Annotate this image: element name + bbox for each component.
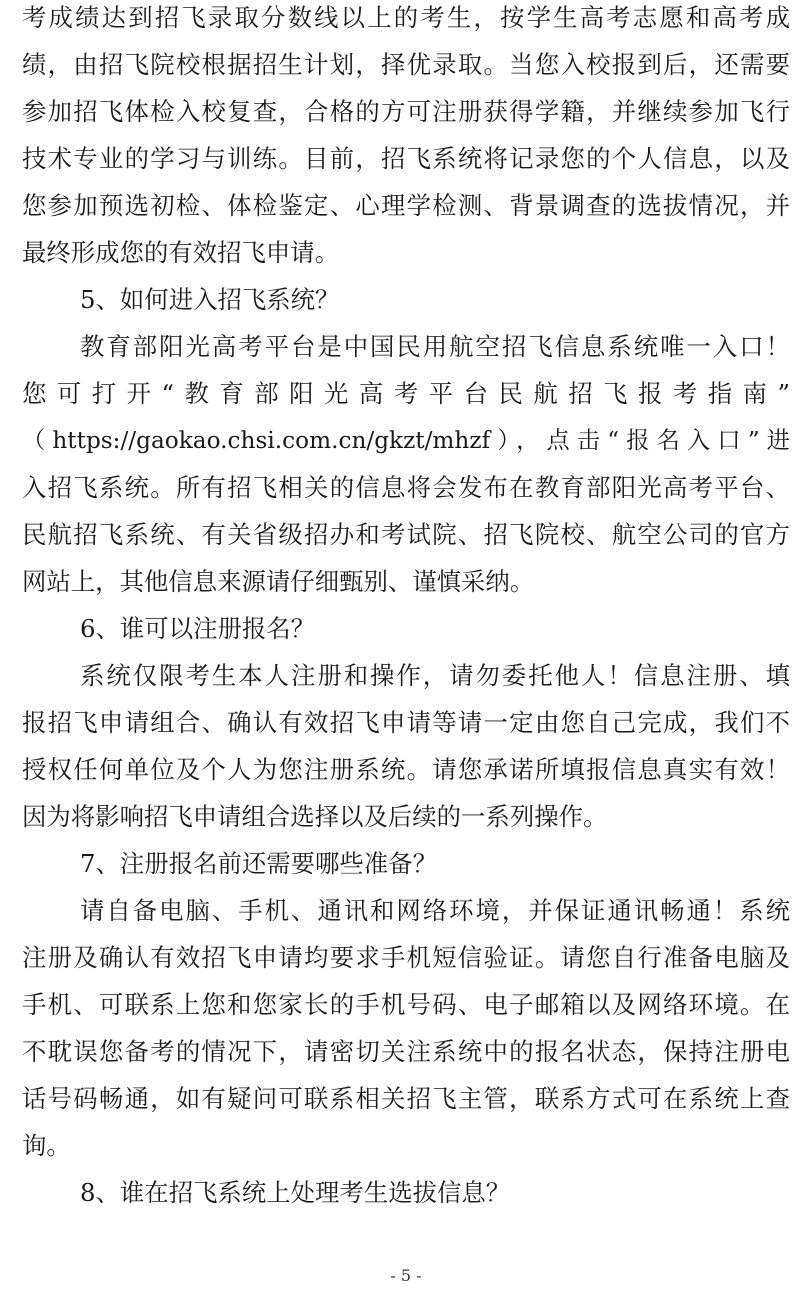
paragraph-line: 您可打开“教育部阳光高考平台民航招飞报考指南” — [22, 379, 790, 408]
paragraph-line: 网站上，其他信息来源请仔细甄别、谨慎采纳。 — [22, 567, 535, 596]
paragraph-line: 考成绩达到招飞录取分数线以上的考生，按学生高考志愿和高考成 — [22, 3, 790, 32]
paragraph-line: 绩，由招飞院校根据招生计划，择优录取。当您入校报到后，还需要 — [22, 50, 790, 79]
paragraph-line: 您参加预选初检、体检鉴定、心理学检测、背景调查的选拔情况，并 — [22, 191, 790, 220]
paragraph-line: 教育部阳光高考平台是中国民用航空招飞信息系统唯一入口！ — [80, 332, 790, 361]
paragraph-line: 报招飞申请组合、确认有效招飞申请等请一定由您自己完成，我们不 — [22, 708, 790, 737]
paragraph-line: 技术专业的学习与训练。目前，招飞系统将记录您的个人信息，以及 — [22, 144, 790, 173]
paragraph-line: 话号码畅通，如有疑问可联系相关招飞主管，联系方式可在系统上查 — [22, 1084, 790, 1113]
paragraph-line: 民航招飞系统、有关省级招办和考试院、招飞院校、航空公司的官方 — [22, 520, 790, 549]
paragraph-line: 询。 — [22, 1131, 71, 1160]
section-heading: 5、如何进入招飞系统？ — [80, 285, 340, 314]
section-heading: 6、谁可以注册报名？ — [80, 614, 316, 643]
paragraph-line: 最终形成您的有效招飞申请。 — [22, 238, 340, 267]
paragraph-line: 不耽误您备考的情况下，请密切关注系统中的报名状态，保持注册电 — [22, 1037, 790, 1066]
paragraph-line: 系统仅限考生本人注册和操作，请勿委托他人！信息注册、填 — [80, 661, 790, 690]
page-number: - 5 - — [390, 1266, 422, 1285]
section-heading: 8、谁在招飞系统上处理考生选拔信息？ — [80, 1178, 511, 1207]
paragraph-line: 请自备电脑、手机、通讯和网络环境，并保证通讯畅通！系统 — [80, 896, 790, 925]
paragraph-line: 参加招飞体检入校复查，合格的方可注册获得学籍，并继续参加飞行 — [22, 97, 790, 126]
paragraph-line: 入招飞系统。所有招飞相关的信息将会发布在教育部阳光高考平台、 — [22, 473, 790, 502]
section-heading: 7、注册报名前还需要哪些准备？ — [80, 849, 437, 878]
paragraph-line: 因为将影响招飞申请组合选择以及后续的一系列操作。 — [22, 802, 608, 831]
paragraph-line-url: （https://gaokao.chsi.com.cn/gkzt/mhzf），点击“报名入口”进 — [22, 427, 790, 454]
paragraph-line: 注册及确认有效招飞申请均要求手机短信验证。请您自行准备电脑及 — [22, 943, 790, 972]
paragraph-line: 手机、可联系上您和您家长的手机号码、电子邮箱以及网络环境。在 — [22, 990, 790, 1019]
paragraph-line: 授权任何单位及个人为您注册系统。请您承诺所填报信息真实有效！ — [22, 755, 790, 784]
